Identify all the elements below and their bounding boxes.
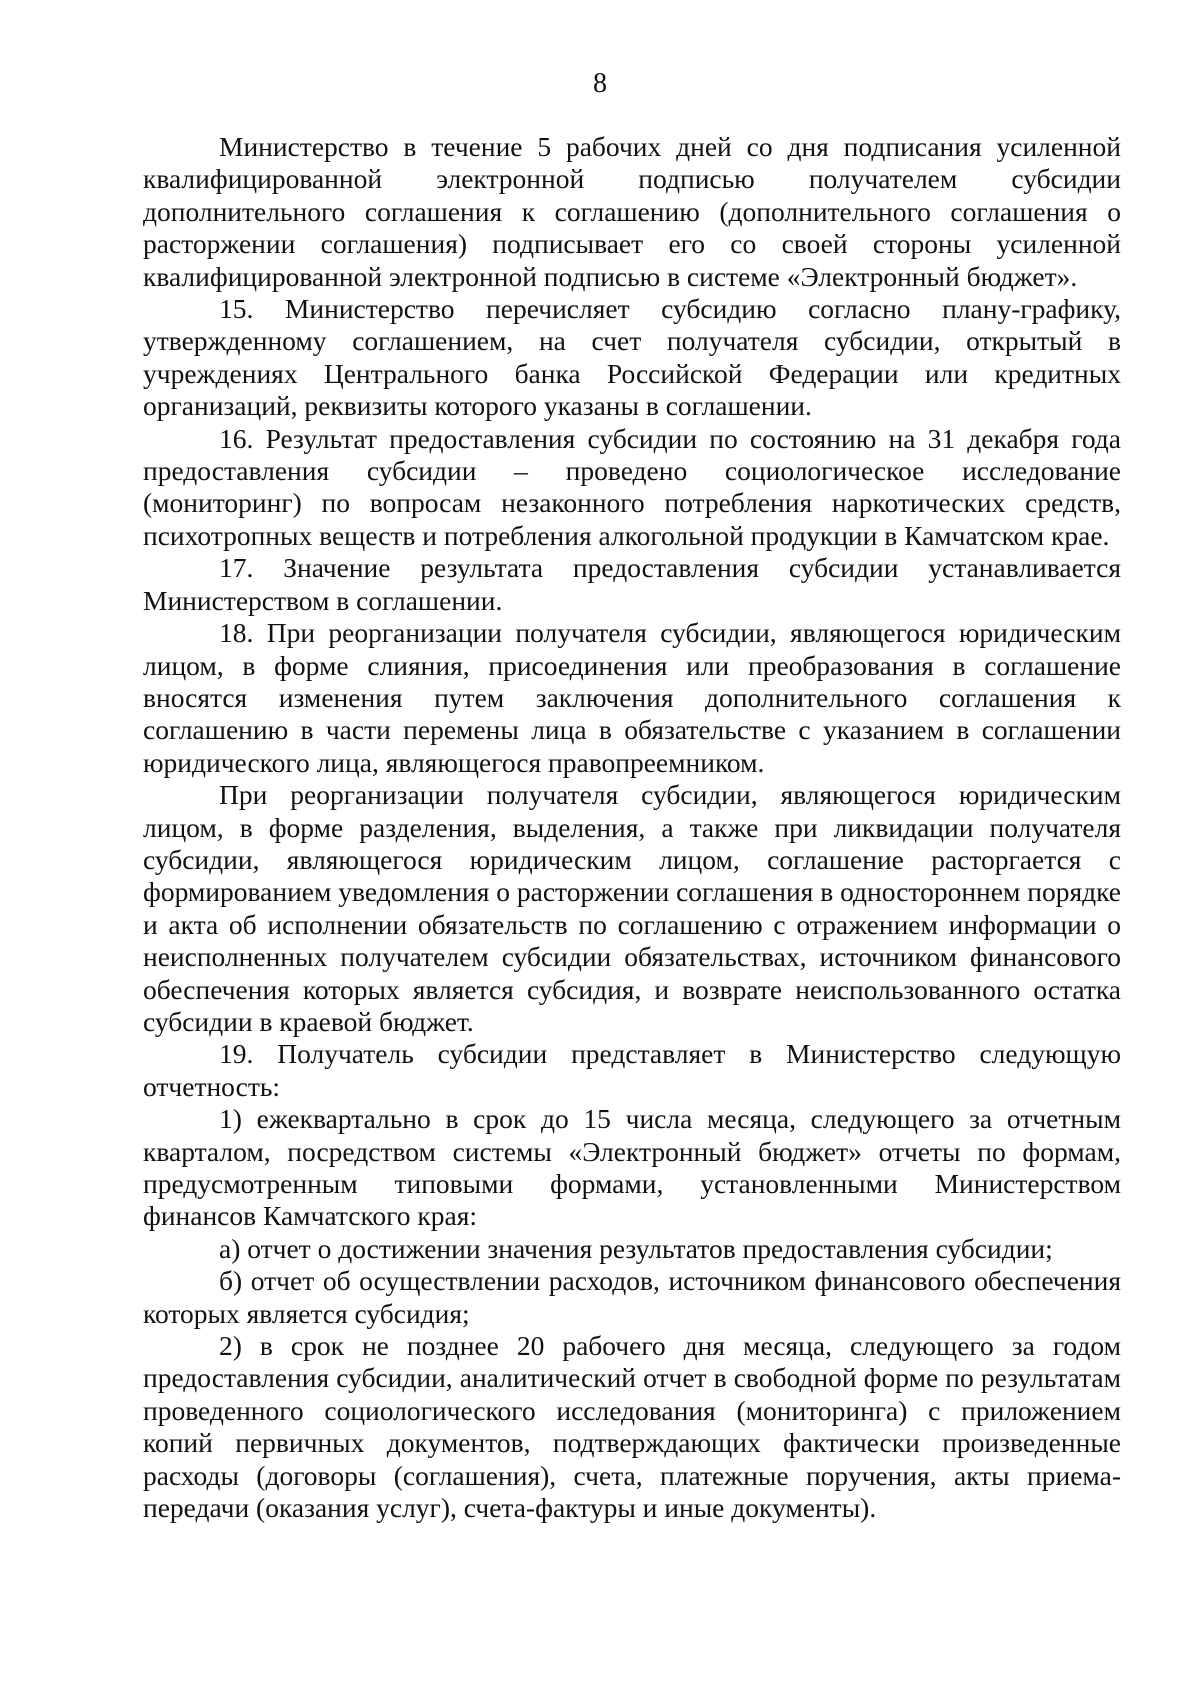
- paragraph-15: 15. Министерство перечисляет субсидию согласно плану-графику, утвержденному соглашением, на счет получателя субсидии, открытый в учреждениях Центрального банка Российской Федерации или кредитных организаций, реквизиты которого указаны в соглашении.: [143, 293, 1121, 422]
- page-number: 8: [593, 68, 607, 99]
- paragraph-19-item-1a: а) отчет о достижении значения результатов предоставления субсидии;: [219, 1232, 1053, 1264]
- paragraph-19-item-1b: б) отчет об осуществлении расходов, источником финансового обеспечения которых является субсидия;: [143, 1265, 1121, 1329]
- paragraph-19-item-1: 1) ежеквартально в срок до 15 числа месяца, следующего за отчетным кварталом, посредством системы «Электронный бюджет» отчеты по формам, предусмотренным типовыми формами, установленными Министерством финансов Камчатского края:: [143, 1103, 1121, 1232]
- paragraph-17: 17. Значение результата предоставления субсидии устанавливается Министерством в соглашении.: [143, 552, 1121, 616]
- paragraph-19: 19. Получатель субсидии представляет в Министерство следующую отчетность:: [143, 1038, 1121, 1102]
- document-body: [143, 131, 1121, 1524]
- paragraph-16: 16. Результат предоставления субсидии по состоянию на 31 декабря года предоставления субсидии – проведено социологическое исследование (мониторинг) по вопросам незаконного потребления наркотических средств, психотропных веществ и потребления алкогольной продукции в Камчатском крае.: [143, 422, 1121, 551]
- paragraph-signing: Министерство в течение 5 рабочих дней со дня подписания усиленной квалифицированной электронной подписью получателем субсидии дополнительного соглашения к соглашению (дополнительного соглашения о расторжении соглашения) подписывает его со своей стороны усиленной квалифицированной электронной подписью в системе «Электронный бюджет».: [143, 131, 1121, 292]
- paragraph-18-continuation: При реорганизации получателя субсидии, являющегося юридическим лицом, в форме разделения, выделения, а также при ликвидации получателя субсидии, являющегося юридическим лицом, соглашение расторгается с формированием уведомления о расторжении соглашения в одностороннем порядке и акта об исполнении обязательств по соглашению с отражением информации о неисполненных получателем субсидии обязательствах, источником финансового обеспечения которых является субсидия, и возврате неиспользованного остатка субсидии в краевой бюджет.: [143, 779, 1121, 1037]
- paragraph-19-item-2: 2) в срок не позднее 20 рабочего дня месяца, следующего за годом предоставления субсидии, аналитический отчет в свободной форме по результатам проведенного социологического исследования (мониторинга) с приложением копий первичных документов, подтверждающих фактически произведенные расходы (договоры (соглашения), счета, платежные поручения, акты приема-передачи (оказания услуг), счета-фактуры и иные документы).: [143, 1330, 1121, 1524]
- paragraph-18: 18. При реорганизации получателя субсидии, являющегося юридическим лицом, в форме слияния, присоединения или преобразования в соглашение вносятся изменения путем заключения дополнительного соглашения к соглашению в части перемены лица в обязательстве с указанием в соглашении юридического лица, являющегося правопреемником.: [143, 617, 1121, 778]
